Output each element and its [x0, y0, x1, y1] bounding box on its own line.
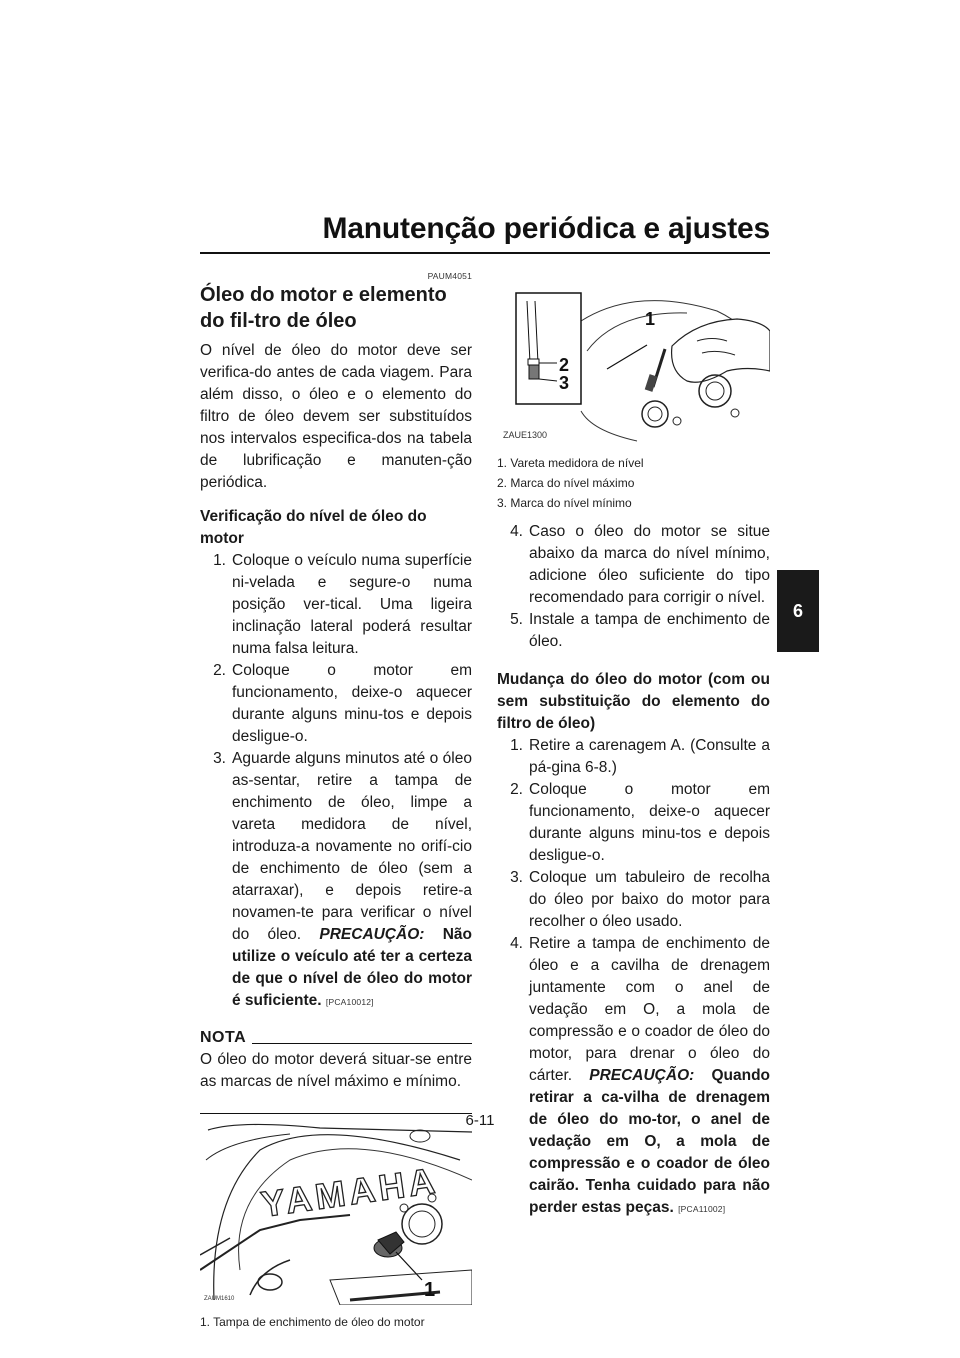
change-step: 4. Retire a tampa de enchimento de óleo e a cavilha de drenagem juntamente com o anel de vedação em O, a mola de compressão e o coador de óleo do motor, para drenar o óleo do cárter. PRECAUÇÃO: Quando retirar a ca-vilha de drenagem de óleo do mo-tor, o anel de vedação em O, a mola de compressão e o coador de óleo cairão. Tenha cuidado para não perder estas peças. [PCA11002] — [510, 935, 771, 1216]
callout-max-mark: 2 — [559, 355, 570, 375]
callout-min-mark: 3 — [559, 373, 570, 393]
caution-text: Não utilize o veículo até ter a certeza de que o nível de óleo do motor é suficiente. — [232, 926, 472, 1009]
change-step: 1. Retire a carenagem A. (Consulte a pá-gina 6-8.) — [510, 737, 770, 776]
intro-paragraph: O nível de óleo do motor deve ser verifica-do antes de cada viagem. Para além disso, o óleo e o elemento do filtro de óleo devem ser substituídos nos intervalos especifica-dos na tabela de lubrificação e manuten-ção periódica. — [200, 342, 472, 491]
figure-code: ZAUE1300 — [503, 430, 548, 440]
caution-text: Quando retirar a ca-vilha de drenagem de óleo do mo-tor, o anel de vedação em O, a mola de compressão e o coador de óleo cairão. Tenha cuidado para não perder estas peças. — [529, 1067, 771, 1216]
caption-item: 3. Marca do nível mínimo — [497, 496, 632, 510]
check-steps-continued — [497, 521, 770, 653]
svg-text:YAMAHA: YAMAHA — [258, 1159, 442, 1225]
figure-callout: 1 — [424, 1279, 436, 1301]
engine-illustration — [200, 1120, 472, 1305]
check-step: 2. Coloque o motor em funcionamento, deixe-o aquecer durante alguns minu-tos e depois desligue-o. — [213, 662, 472, 745]
check-step: 4. Caso o óleo do motor se situe abaixo da marca do nível mínimo, adicione óleo suficiente do tipo recomendado para corrigir o nível. — [510, 523, 770, 606]
page-header-title: Manutenção periódica e ajustes — [322, 212, 770, 245]
nota-rule — [252, 1043, 472, 1044]
subhead-oil-level-check: Verificação do nível de óleo do motor — [200, 508, 427, 547]
caption-item: 1. Tampa de enchimento de óleo do motor — [200, 1315, 425, 1329]
caution-code: [PCA10012] — [325, 997, 374, 1007]
dipstick-illustration — [497, 291, 770, 446]
caution-code: [PCA11002] — [678, 1204, 726, 1214]
caution-label: PRECAUÇÃO: — [319, 926, 425, 943]
check-step: 3. Aguarde alguns minutos até o óleo as-sentar, retire a tampa de enchimento de óleo, limpe a vareta medidora de nível, introduza-a novamente no orifí-cio de enchimento de óleo (sem a atarraxar), e depois retire-a novamen-te para verificar o nível do óleo. PRECAUÇÃO: Não utilize o veículo até ter a certeza de que o nível de óleo do motor é suficiente. [PCA10012] — [213, 750, 472, 1009]
dipstick-inset — [516, 293, 581, 404]
header-rule — [200, 252, 770, 254]
check-step: 1. Coloque o veículo numa superfície ni-velada e segure-o numa posição ver-tical. Uma ligeira inclinação lateral poderá resultar numa falsa leitura. — [213, 552, 472, 657]
caption-item: 1. Vareta medidora de nível — [497, 456, 644, 470]
right-column — [497, 285, 770, 1220]
dipstick-figure — [497, 291, 770, 453]
callout-dipstick: 1 — [645, 309, 656, 329]
dipstick-figure-captions — [497, 453, 770, 513]
section-title: Óleo do motor e elemento do fil-tro de óleo — [200, 284, 447, 332]
chapter-tab: 6 — [777, 570, 819, 652]
change-step: 3. Coloque um tabuleiro de recolha do óleo por baixo do motor para recolher o óleo usado. — [510, 869, 770, 930]
check-step: 5. Instale a tampa de enchimento de óleo. — [510, 611, 770, 650]
change-step: 2. Coloque o motor em funcionamento, deixe-o aquecer durante alguns minu-tos e depois desligue-o. — [510, 781, 770, 864]
caution-label: PRECAUÇÃO: — [589, 1067, 695, 1084]
section-code: PAUM4051 — [427, 271, 472, 281]
engine-figure — [200, 1120, 472, 1312]
check-steps — [200, 550, 472, 1013]
page-number: 6-11 — [465, 1112, 495, 1129]
nota-text: O óleo do motor deverá situar-se entre as marcas de nível máximo e mínimo. — [200, 1051, 472, 1090]
figure-code: ZAUM1610 — [204, 1296, 235, 1302]
subhead-oil-change: Mudança do óleo do motor (com ou sem substituição do elemento do filtro de óleo) — [497, 671, 770, 732]
left-column — [200, 270, 472, 1332]
engine-figure-captions — [200, 1312, 472, 1332]
change-steps — [497, 735, 770, 1220]
nota-header — [200, 1027, 472, 1049]
nota-label: NOTA — [200, 1029, 247, 1046]
caption-item: 2. Marca do nível máximo — [497, 476, 635, 490]
